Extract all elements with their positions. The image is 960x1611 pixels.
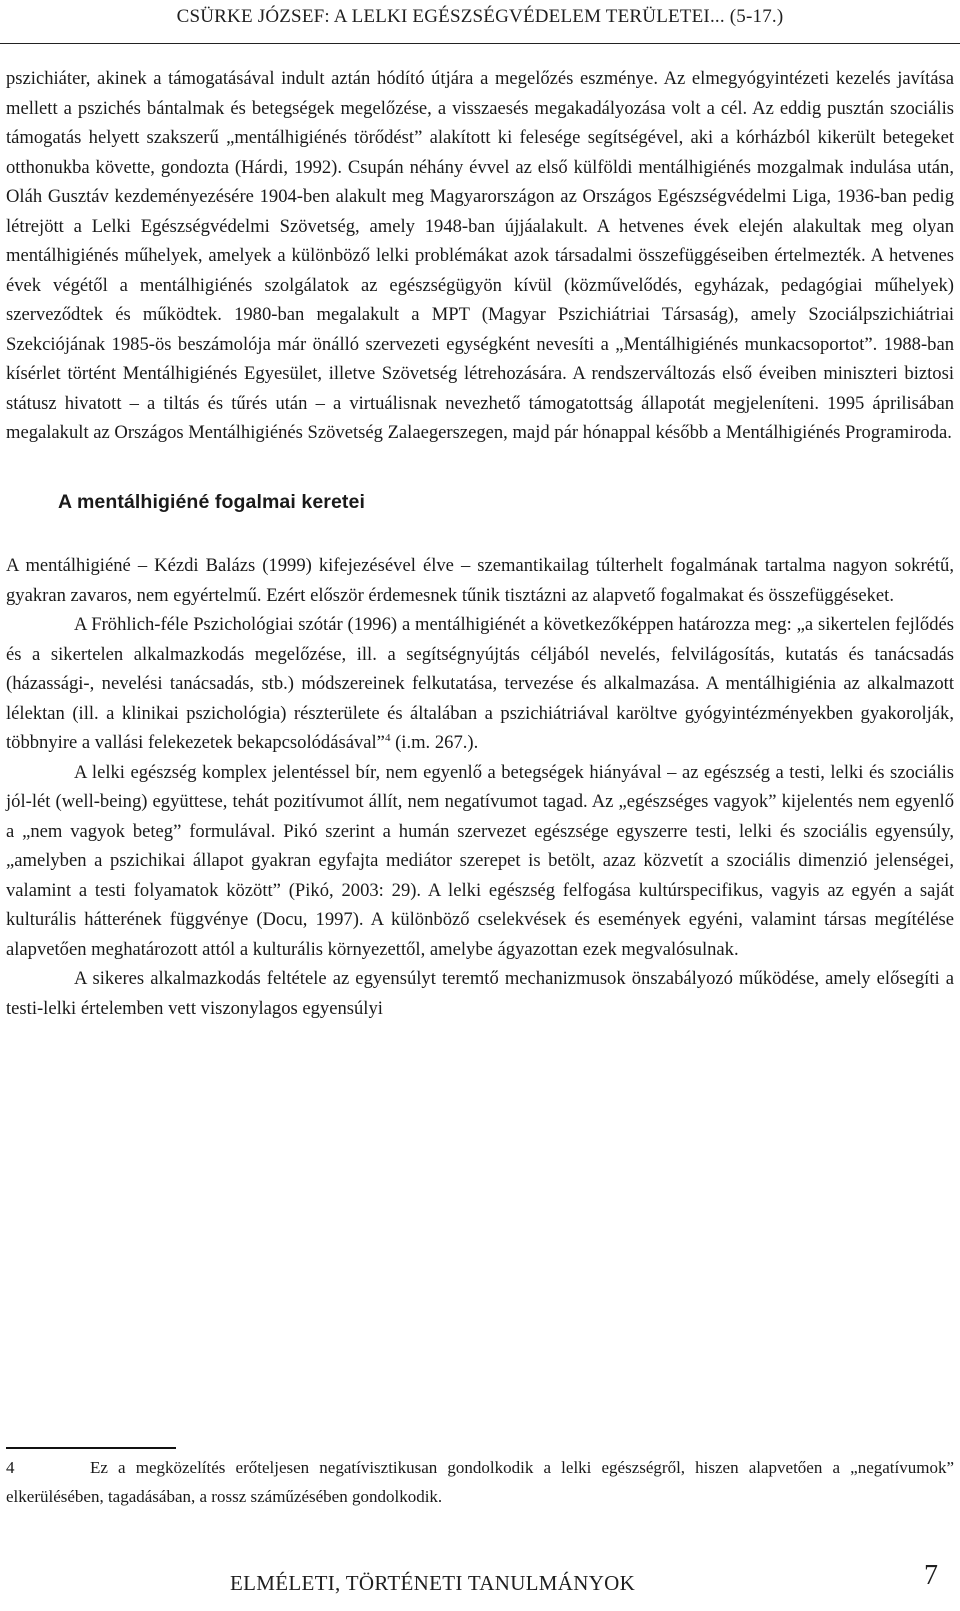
paragraph-4: A lelki egészség komplex jelentéssel bír, nem egyenlő a betegségek hiányával – az egészség a testi, lelki és szociális jól-lét (well-being) együttese, tehát pozitívumot állít, nem negatívumot tagad. Az „egészséges vagyok” kijelentés nem egyenlő a „nem vagyok beteg” formulával. Pikó szerint a humán szervezet egészsége egyszerre testi, lelki és szociális egyensúly, „amelyben a pszichikai állapot gyakran egyfajta mediátor szerepet is betölt, azaz közvetít a szociális dimenzió jelenségei, valamint a testi folyamatok között” (Pikó, 2003: 29). A lelki egészség felfogása kultúrspecifikus, vagyis az egyén a saját kulturális hátterének függvénye (Docu, 1997). A különböző cselekvések és események egyéni, valamint társas megítélése alapvetően meghatározott attól a kulturális környezettől, amelybe ágyazottan ezek megvalósulnak.: [6, 761, 954, 960]
paragraph-2: A mentálhigiéné – Kézdi Balázs (1999) kifejezésével élve – szemantikailag túlterhelt fogalmának tartalma nagyon sokrétű, gyakran zavaros, nem egyértelmű. Ezért először érdemesnek tűnik tisztázni az alapvető fogalmakat és összefüggéseket.: [6, 555, 954, 606]
paragraph-3-citation: (i.m. 267.).: [390, 732, 479, 753]
footnote-reference: 4: [384, 731, 391, 744]
page-number: 7: [924, 1560, 938, 1591]
header-rule: [0, 43, 960, 44]
paragraph-5: A sikeres alkalmazkodás feltétele az egyensúlyt teremtő mechanizmusok önszabályozó működése, amely elősegíti a testi-lelki értelemben vett viszonylagos egyensúlyi: [6, 968, 954, 1019]
footer-section-label: ELMÉLETI, TÖRTÉNETI TANULMÁNYOK: [230, 1571, 636, 1595]
footnote-text: Ez a megközelítés erőteljesen negatívisztikusan gondolkodik a lelki egészségről, hiszen alapvetően a „negatívumok” elkerülésében, tagadásában, a rossz száműzésében gondolkodik.: [6, 1458, 954, 1506]
footnote: [6, 1453, 954, 1511]
paragraph-1: pszichiáter, akinek a támogatásával indult aztán hódító útjára a megelőzés eszménye. Az elmegyógyintézeti kezelés javítása mellett a pszichés bántalmak és betegségek megelőzése, a visszaesés megakadályozása volt a cél. Az eddig pusztán szociális támogatás helyett szakszerű „mentálhigiénés törődést” alakított ki felesége segítségével, aki a kórházból kikerült betegeket otthonukba követte, gondozta (Hárdi, 1992). Csupán néhány évvel az első külföldi mentálhigiénés mozgalmak indulása után, Oláh Gusztáv kezdeményezésére 1904-ben alakult meg Magyarországon az Országos Egészségvédelmi Liga, 1936-ban pedig létrejött a Lelki Egészségvédelmi Szövetség, amely 1948-ban újjáalakult. A hetvenes évek elején alakultak meg olyan mentálhigiénés műhelyek, amelyek a különböző lelki problémákat azok társadalmi összefüggéseiben értelmezték. A hetvenes évek végétől a mentálhigiénés szolgálatok az egészségügyön kívül (közművelődés, egyházak, pedagógiai műhelyek) szerveződtek és működtek. 1980-ban megalakult a MPT (Magyar Pszichiátriai Társaság), amely Szociálpszichiátriai Szekciójának 1985-ös beszámolója már önálló szervezeti egységként nevesíti a „Mentálhigiénés munkacsoportot”. 1988-ban kísérlet történt Mentálhigiénés Egyesület, illetve Szövetség létrehozására. A rendszerváltozás első éveiben miniszteri biztosi státusz hivatott – a tiltás és tűrés után – a virtuálisnak nevezhető támogatottság állapotát megjeleníteni. 1995 áprilisában megalakult az Országos Mentálhigiénés Szövetség Zalaegerszegen, majd pár hónappal később a Mentálhigiénés Programiroda.: [6, 68, 954, 443]
main-text: [6, 64, 954, 1023]
running-header: CSÜRKE JÓZSEF: A LELKI EGÉSZSÉGVÉDELEM TERÜLETEI... (5-17.): [176, 6, 784, 27]
section-title: A mentálhigiéné fogalmai keretei: [58, 490, 365, 513]
footnote-number: 4: [6, 1458, 15, 1477]
paragraph-3: [6, 610, 954, 758]
footnote-rule: [6, 1447, 176, 1449]
paragraph-3-text: A Fröhlich-féle Pszichológiai szótár (1996) a mentálhigiénét a következőképpen határozza meg: „a sikertelen fejlődés és a sikertelen alkalmazkodás megelőzése, ill. a segítségnyújtás céljából nevelés, felvilágosítás, kutatás és tanácsadás (házassági-, nevelési tanácsadás, stb.) módszereinek felkutatása, tervezése és alkalmazása. A mentálhigiénia az alkalmazott lélektan (ill. a klinikai pszichológia) részterülete és általában a pszichiátriával karöltve gyógyintézményekben gyakorolják, többnyire a vallási felekezetek bekapcsolódásával”: [6, 614, 954, 753]
